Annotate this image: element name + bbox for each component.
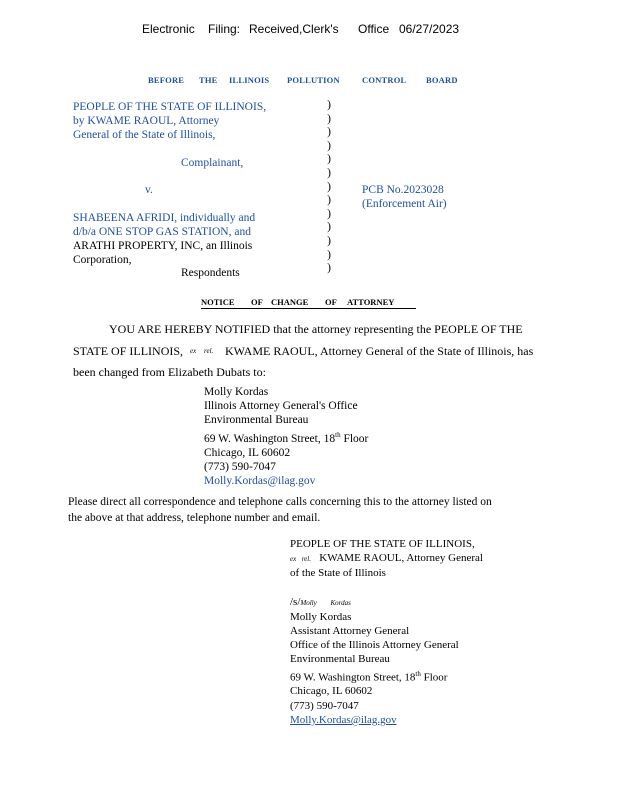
paren: ) <box>327 180 331 193</box>
header-received: Received,Clerk's <box>249 22 339 36</box>
paragraph-line: the above at that address, telephone number and email. <box>68 512 321 524</box>
case-info <box>362 183 447 211</box>
header-electronic: Electronic <box>142 22 195 36</box>
paren-column <box>324 99 334 276</box>
signer-name: Molly Kordas <box>290 610 352 623</box>
signer-email[interactable]: Molly.Kordas@ilag.gov <box>290 713 397 726</box>
e-signature: /s/Molly Kordas <box>290 595 351 608</box>
header-filing: Filing: <box>208 22 241 36</box>
paren: ) <box>327 221 331 234</box>
attorney-email[interactable]: Molly.Kordas@ilag.gov <box>204 475 316 488</box>
versus-label: v. <box>145 184 153 196</box>
board-title-word: CONTROL <box>362 75 407 85</box>
respondent-label: Respondents <box>181 267 240 279</box>
respondent-line: d/b/a ONE STOP GAS STATION, and <box>73 226 251 238</box>
paren: ) <box>327 139 331 152</box>
notice-title-word: ATTORNEY <box>347 297 395 307</box>
board-title-word: POLLUTION <box>287 75 340 85</box>
paragraph-line: YOU ARE HEREBY NOTIFIED that the attorney representing the PEOPLE OF THE <box>109 322 523 336</box>
complainant-block <box>73 100 266 142</box>
paren: ) <box>327 262 331 275</box>
board-title-word: ILLINOIS <box>229 75 270 85</box>
signer-title: Assistant Attorney General <box>290 625 410 638</box>
notice-title-word: CHANGE <box>271 297 309 307</box>
board-title-word: BEFORE <box>148 75 185 85</box>
attorney-name: Molly Kordas <box>204 386 269 398</box>
ex-rel-mark: ex <box>290 555 297 564</box>
notice-underline <box>201 308 416 309</box>
complainant-label: Complainant, <box>181 157 244 169</box>
notice-title-word: OF <box>325 297 337 307</box>
paren: ) <box>327 194 331 207</box>
signature-party: PEOPLE OF THE STATE OF ILLINOIS, <box>290 538 475 550</box>
respondent-line: SHABEENA AFRIDI, individually and <box>73 212 256 224</box>
paragraph-line: Please direct all correspondence and telephone calls concerning this to the attorney listed on <box>68 496 492 508</box>
signer-phone: (773) 590-7047 <box>290 699 359 712</box>
paren: ) <box>327 112 331 125</box>
signer-street: 69 W. Washington Street, 18th Floor <box>290 669 448 684</box>
ex-rel-mark: ex <box>190 347 197 355</box>
paren: ) <box>327 99 331 111</box>
complainant-line: General of the State of Illinois, <box>73 129 216 141</box>
case-number: PCB No.2023028 <box>362 184 444 196</box>
signature-state: of the State of Illinois <box>290 567 386 580</box>
respondent-block <box>73 211 255 267</box>
paren: ) <box>327 153 331 166</box>
attorney-office: Illinois Attorney General's Office <box>204 400 358 413</box>
respondent-line: Corporation, <box>73 254 132 266</box>
respondent-line: ARATHI PROPERTY, INC, an Illinois <box>73 240 253 252</box>
ex-rel-mark: rel. <box>301 555 311 564</box>
board-title-word: THE <box>199 75 218 85</box>
notice-title-word: NOTICE <box>201 297 235 307</box>
paren: ) <box>327 234 331 247</box>
attorney-street: 69 W. Washington Street, 18th Floor <box>204 430 369 445</box>
header-office: Office <box>358 22 390 36</box>
header-date: 06/27/2023 <box>399 22 460 36</box>
attorney-bureau: Environmental Bureau <box>204 414 309 427</box>
signer-bureau: Environmental Bureau <box>290 653 390 666</box>
spacer <box>290 581 483 595</box>
attorney-city: Chicago, IL 60602 <box>204 446 291 459</box>
notice-title-word: OF <box>251 297 263 307</box>
complainant-line: PEOPLE OF THE STATE OF ILLINOIS, <box>73 101 267 113</box>
ex-rel-mark: rel. <box>204 347 214 355</box>
signer-office: Office of the Illinois Attorney General <box>290 639 459 652</box>
signature-ex-rel-line: ex rel. KWAME RAOUL, Attorney General <box>290 552 483 565</box>
paragraph-line: KWAME RAOUL, Attorney General of the State of Illinois, has <box>225 344 534 358</box>
paren: ) <box>327 248 331 261</box>
paren: ) <box>327 207 331 220</box>
paragraph-line: STATE OF ILLINOIS, <box>73 344 184 358</box>
paragraph-line: been changed from Elizabeth Dubats to: <box>73 365 266 379</box>
case-type: (Enforcement Air) <box>362 198 447 210</box>
attorney-phone: (773) 590-7047 <box>204 460 276 473</box>
signer-city: Chicago, IL 60602 <box>290 685 373 698</box>
new-attorney-block <box>204 385 368 488</box>
board-title-word: BOARD <box>426 75 458 85</box>
paren: ) <box>327 126 331 139</box>
signature-block <box>290 537 483 727</box>
paren: ) <box>327 166 331 179</box>
complainant-line: by KWAME RAOUL, Attorney <box>73 115 220 127</box>
